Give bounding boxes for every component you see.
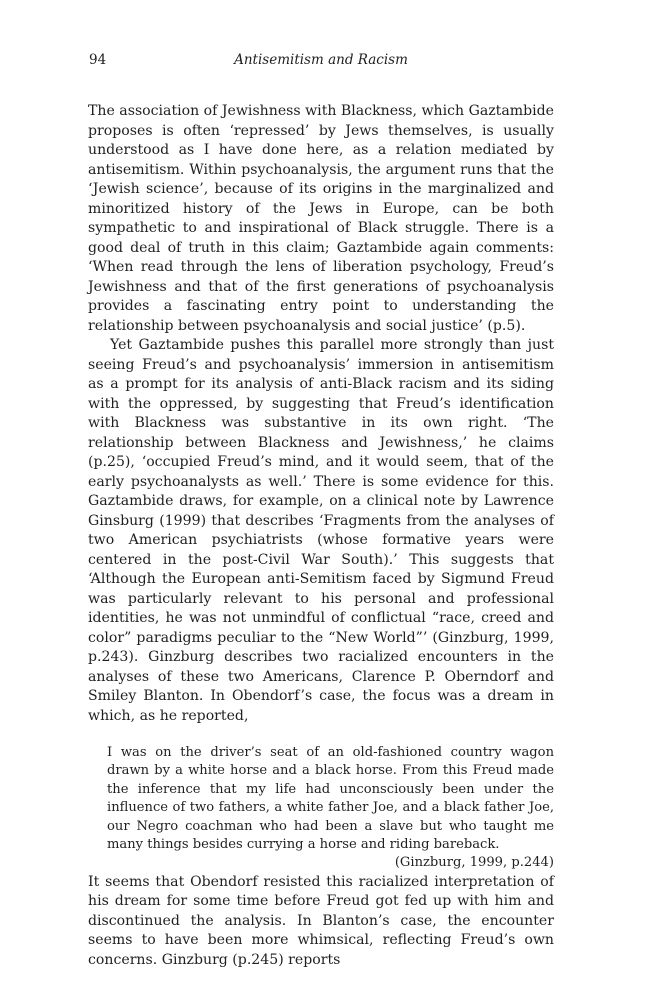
page-number: 94 [89,52,107,68]
running-head [88,52,554,72]
paragraph: It seems that Obendorf resisted this racialized interpretation of his dream for some time before Freud got fed up with him and discontinued the analysis. In Blanton’s case, the encounter seems to have been more whimsical, reflecting Freud’s own concerns. Ginzburg (p.245) reports [88,873,554,968]
block-quote [107,744,554,873]
block-quote-text: I was on the driver’s seat of an old-fashioned country wagon drawn by a white horse and a black horse. From this Freud made the inference that my life had unconsciously been under the influence of two fathers, a white father Joe, and a black father Joe, our Negro coachman who had been a slave but who taught me many things besides currying a horse and riding bareback. [107,745,554,853]
paragraph: Yet Gaztambide pushes this parallel more strongly than just seeing Freud’s and psychoanalysis’ immersion in antisemitism as a prompt for its analysis of anti-Black racism and its siding with the oppressed, by suggesting that Freud’s identification with Blackness was substantive in its own right. ‘The relationship between Blackness and Jewishness,’ he claims (p.25), ‘occupied Freud’s mind, and it would seem, that of the early psychoanalysts as well.’ There is some evidence for this. Gaztambide draws, for example, on a clinical note by Lawrence Ginsburg (1999) that describes ‘Fragments from the analyses of two American psychiatrists (whose formative years were centered in the post-Civil War South).’ This suggests that ‘Although the European anti-Semitism faced by Sigmund Freud was particularly relevant to his personal and professional identities, he was not unmindful of conflictual “race, creed and color” paradigms peculiar to the “New World”’ (Ginzburg, 1999, p.243). Ginzburg describes two racialized encounters in the analyses of these two Americans, Clarence P. Oberndorf and Smiley Blanton. In Obendorf’s case, the focus was a dream in which, as he reported, [88,337,554,724]
body-text [88,102,554,970]
book-page [88,52,554,970]
paragraph: The association of Jewishness with Blackness, which Gaztambide proposes is often ‘repressed’ by Jews themselves, is usually understood as I have done here, as a relation mediated by antisemitism. Within psychoanalysis, the argument runs that the ‘Jewish science’, because of its origins in the marginalized and minoritized history of the Jews in Europe, can be both sympathetic to and inspirational of Black struggle. There is a good deal of truth in this claim; Gaztambide again comments: ‘When read through the lens of liberation psychology, Freud’s Jewishness and that of the first generations of psychoanalysis provides a fascinating entry point to understanding the relationship between psychoanalysis and social justice’ (p.5). [88,103,554,334]
block-quote-citation: (Ginzburg, 1999, p.244) [394,855,554,871]
running-title: Antisemitism and Racism [234,52,408,68]
